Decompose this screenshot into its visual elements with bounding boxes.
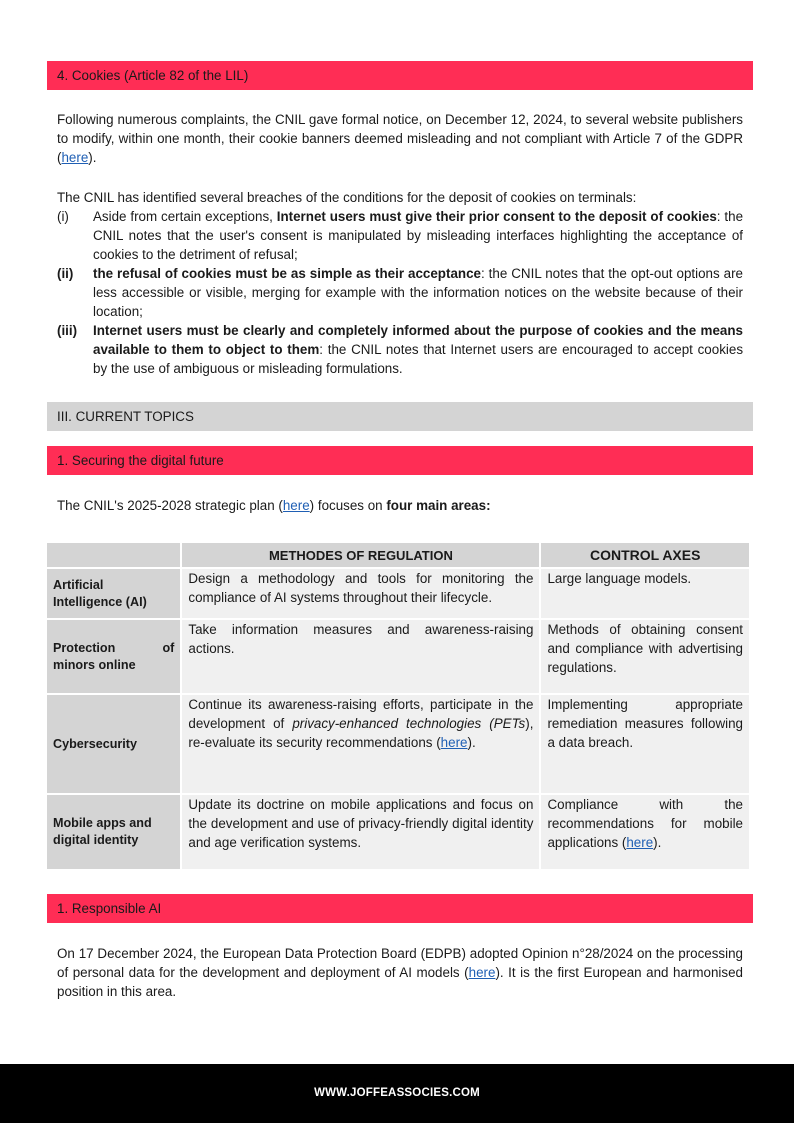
table-row-control [541,795,749,869]
breach-item-number: (iii) [57,323,78,338]
table-row [47,620,749,693]
responsible-ai-text-pre: On 17 December 2024, the European Data Protection Board (EDPB) adopted Opinion n°28/2024 on the processing of personal data for the development and deployment of AI models ( [57,946,743,980]
cookies-intro-here-link[interactable]: here [61,150,89,165]
table-row [47,569,749,618]
breach-item-2 [57,264,743,321]
control-text-end: ). [653,835,662,850]
table-row-area: Protection of minors online [47,620,180,693]
cookies-intro-text: Following numerous complaints, the CNIL gave formal notice, on December 12, 2024, to several website publishers to modify, within one month, their cookie banners deemed misleading and not compliant with Article 7 of the GDPR ( [57,112,743,165]
breach-item-bold: the refusal of cookies must be as simple as their acceptance [93,266,481,281]
table-row-control: Large language models. [541,569,749,618]
strategic-plan-intro-mid: ) focuses on [309,498,387,513]
cookies-intro-paragraph [57,110,743,167]
table-row-area: Mobile apps and digital identity [47,795,180,869]
section-heading-digital-future: 1. Securing the digital future [47,446,753,475]
strategic-plan-intro-pre: The CNIL's 2025-2028 strategic plan ( [57,498,283,513]
edpb-opinion-here-link[interactable]: here [468,965,496,980]
table-row-control: Methods of obtaining consent and compliance with advertising regulations. [541,620,749,693]
strategic-plan-intro-bold: four main areas: [386,498,491,513]
strategic-plan-here-link[interactable]: here [282,498,310,513]
method-text-pre: Continue its awareness-raising efforts, participate in the development of [188,697,534,731]
cookies-intro-end: ). [88,150,97,165]
breach-item-rest: : the CNIL notes that the user's consent is manipulated by misleading interfaces highlighting the acceptance of cookies to the detriment of refusal; [93,209,744,262]
breach-item-pre: Aside from certain exceptions, [93,209,277,224]
section-heading-cookies: 4. Cookies (Article 82 of the LIL) [47,61,753,90]
footer-bar [0,1064,794,1123]
breach-item-text [93,264,743,321]
table-row-method: Take information measures and awareness-raising actions. [182,620,539,693]
table-row-area: Artificial Intelligence (AI) [47,569,180,618]
cookies-breaches-intro: The CNIL has identified several breaches of the conditions for the deposit of cookies on terminals: [57,190,637,205]
breach-item-text [93,321,743,378]
breach-item-rest: : the CNIL notes that the opt-out options are less accessible or visible, merging for example with the information notices on the website because of their location; [93,266,743,319]
section-heading-responsible-ai: 1. Responsible AI [47,894,753,923]
breaches-list [57,207,743,378]
breach-item-text [93,207,743,264]
breach-item-number: (ii) [57,266,74,281]
breach-item-rest: : the CNIL notes that Internet users are encouraged to accept cookies by the use of ambiguous or misleading formulations. [93,342,744,376]
method-text-italic: privacy-enhanced technologies (PETs [292,716,526,731]
table-header-row [47,543,749,567]
table-header-control-axes: CONTROL AXES [541,543,749,567]
breach-item-bold: Internet users must be clearly and completely informed about the purpose of cookies and the means available to them to object to them [93,323,743,357]
table-row-control: Implementing appropriate remediation measures following a data breach. [541,695,749,793]
control-text-pre: Compliance with the recommendations for mobile applications ( [547,797,743,850]
table-row-method: Update its doctrine on mobile applications and focus on the development and use of privacy-friendly digital identity and age verification systems. [182,795,539,869]
strategic-plan-intro [57,496,743,515]
table-row-method [182,695,539,793]
security-recommendations-here-link[interactable]: here [440,735,468,750]
section-heading-current-topics: III. CURRENT TOPICS [47,402,753,431]
breach-item-bold: Internet users must give their prior consent to the deposit of cookies [276,209,717,224]
breach-item-number: (i) [57,209,69,224]
table-header-area [47,543,180,567]
table-row [47,695,749,793]
method-text-mid: ), re-evaluate its security recommendations ( [188,716,534,750]
breach-item-1 [57,207,743,264]
table-row [47,795,749,869]
breach-item-3 [57,321,743,378]
mobile-recommendations-here-link[interactable]: here [626,835,654,850]
method-text-end: ). [467,735,476,750]
table-header-methods: METHODES OF REGULATION [182,543,539,567]
table-row-method: Design a methodology and tools for monitoring the compliance of AI systems throughout their lifecycle. [182,569,539,618]
strategic-areas-table [45,541,751,871]
table-row-area: Cybersecurity [47,695,180,793]
responsible-ai-text-end: ). It is the first European and harmonised position in this area. [57,965,744,999]
responsible-ai-paragraph [57,944,743,1001]
footer-website-link[interactable]: WWW.JOFFEASSOCIES.COM [314,1087,480,1099]
